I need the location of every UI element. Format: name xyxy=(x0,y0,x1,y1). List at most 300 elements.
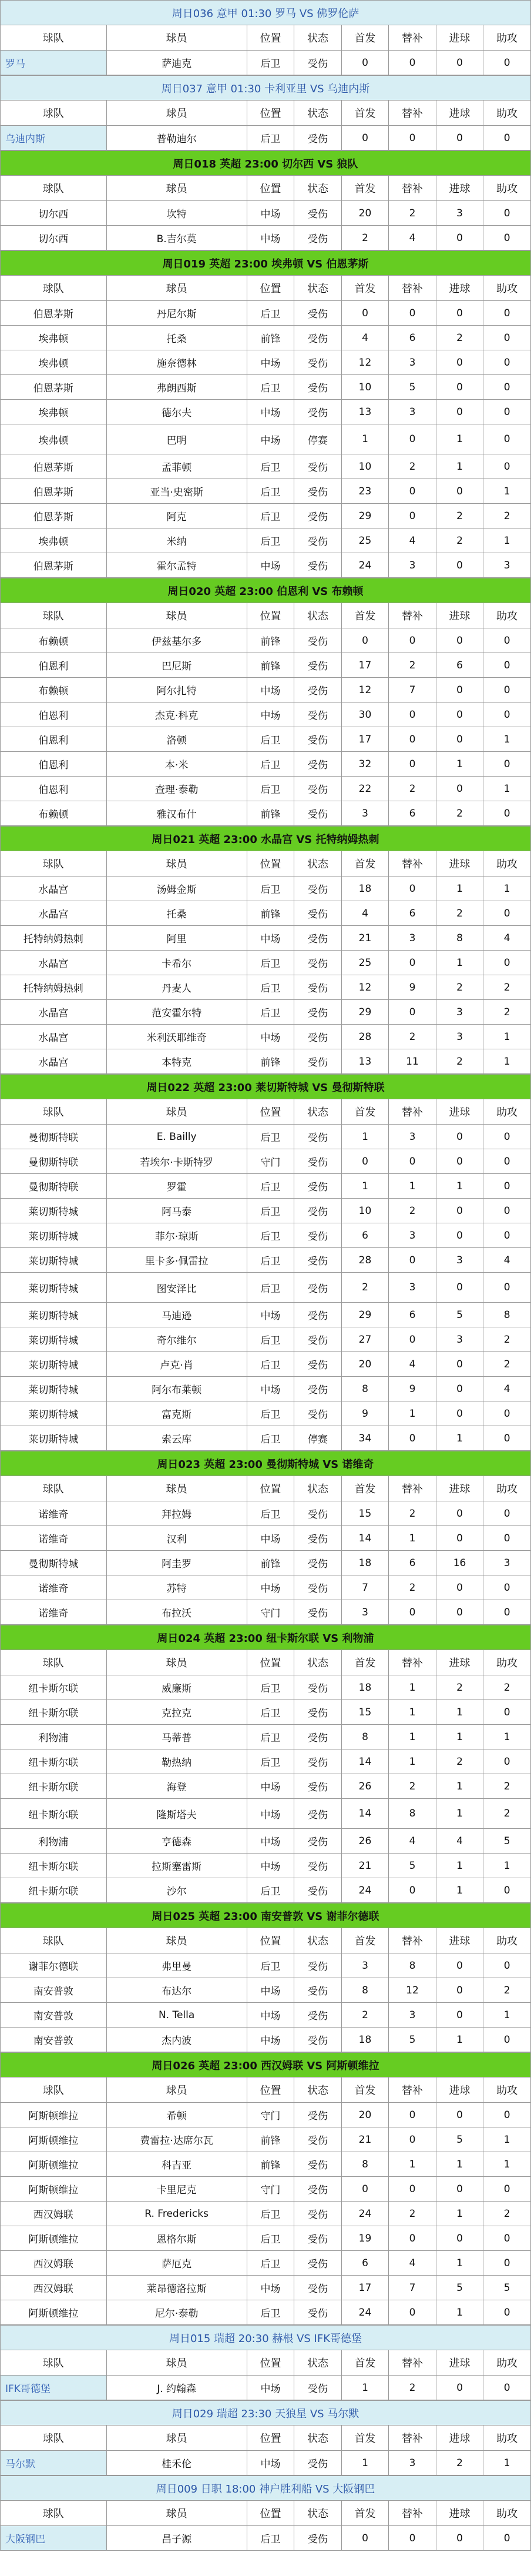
cell-position: 后卫 xyxy=(247,1426,294,1451)
cell-starts: 0 xyxy=(341,301,389,326)
cell-subs: 2 xyxy=(389,777,436,801)
cell-player: 富克斯 xyxy=(106,1401,247,1426)
cell-assists: 0 xyxy=(483,51,531,75)
column-header-status: 状态 xyxy=(294,276,342,301)
cell-position: 后卫 xyxy=(247,777,294,801)
cell-position: 中场 xyxy=(247,424,294,454)
cell-player: 科吉亚 xyxy=(106,2152,247,2177)
cell-status: 受伤 xyxy=(294,1352,342,1377)
cell-goals: 1 xyxy=(436,2202,483,2226)
cell-subs: 0 xyxy=(389,1149,436,1174)
cell-subs: 0 xyxy=(389,126,436,150)
column-header-goals: 进球 xyxy=(436,276,483,301)
cell-goals: 0 xyxy=(436,702,483,727)
cell-team: 罗马 xyxy=(1,51,107,75)
column-header-assists: 助攻 xyxy=(483,1650,531,1675)
cell-player: 萨迪克 xyxy=(106,51,247,75)
cell-player: 霍尔孟特 xyxy=(106,553,247,578)
cell-goals: 0 xyxy=(436,2177,483,2202)
cell-team: 埃弗顿 xyxy=(1,424,107,454)
column-header-subs: 替补 xyxy=(389,2501,436,2526)
cell-team: 莱切斯特城 xyxy=(1,1426,107,1451)
cell-goals: 2 xyxy=(436,975,483,1000)
cell-assists: 0 xyxy=(483,628,531,653)
column-header-team: 球队 xyxy=(1,276,107,301)
match-section xyxy=(0,1074,531,1451)
column-header-status: 状态 xyxy=(294,1928,342,1953)
cell-status: 受伤 xyxy=(294,1401,342,1426)
cell-player: 弗里曼 xyxy=(106,1953,247,1978)
cell-status: 受伤 xyxy=(294,1049,342,1074)
cell-assists: 1 xyxy=(483,528,531,553)
cell-subs: 4 xyxy=(389,2251,436,2276)
cell-goals: 0 xyxy=(436,1149,483,1174)
column-header-player: 球员 xyxy=(106,1476,247,1501)
cell-subs: 7 xyxy=(389,678,436,702)
cell-status: 受伤 xyxy=(294,752,342,777)
player-row xyxy=(1,1426,531,1451)
cell-status: 受伤 xyxy=(294,1025,342,1049)
cell-status: 受伤 xyxy=(294,1829,342,1854)
cell-position: 后卫 xyxy=(247,1223,294,1248)
cell-assists: 1 xyxy=(483,876,531,901)
cell-starts: 29 xyxy=(341,1000,389,1025)
player-row xyxy=(1,727,531,752)
cell-team: 伯恩利 xyxy=(1,752,107,777)
column-header-player: 球员 xyxy=(106,2426,247,2451)
cell-subs: 4 xyxy=(389,226,436,250)
column-header-goals: 进球 xyxy=(436,1650,483,1675)
cell-starts: 28 xyxy=(341,1025,389,1049)
cell-subs: 2 xyxy=(389,1501,436,1526)
cell-goals: 0 xyxy=(436,1223,483,1248)
cell-goals: 0 xyxy=(436,628,483,653)
cell-goals: 2 xyxy=(436,2451,483,2475)
cell-team: 利物浦 xyxy=(1,1725,107,1749)
cell-player: 勒热纳 xyxy=(106,1749,247,1774)
cell-assists: 2 xyxy=(483,1352,531,1377)
cell-player: 查理·泰勒 xyxy=(106,777,247,801)
match-title: 周日029 瑞超 23:30 天狼星 VS 马尔默 xyxy=(1,2401,531,2426)
cell-position: 后卫 xyxy=(247,1401,294,1426)
column-header-position: 位置 xyxy=(247,851,294,876)
cell-team: 水晶宫 xyxy=(1,1025,107,1049)
cell-starts: 17 xyxy=(341,727,389,752)
cell-goals: 2 xyxy=(436,528,483,553)
cell-assists: 0 xyxy=(483,1749,531,1774)
cell-assists: 0 xyxy=(483,2103,531,2127)
cell-position: 后卫 xyxy=(247,454,294,479)
match-section xyxy=(0,2400,531,2475)
cell-status: 受伤 xyxy=(294,1978,342,2003)
cell-starts: 15 xyxy=(341,1700,389,1725)
column-header-goals: 进球 xyxy=(436,2350,483,2376)
cell-position: 后卫 xyxy=(247,1953,294,1978)
player-row xyxy=(1,951,531,975)
cell-subs: 0 xyxy=(389,752,436,777)
cell-status: 受伤 xyxy=(294,201,342,226)
cell-status: 受伤 xyxy=(294,901,342,926)
column-header-goals: 进球 xyxy=(436,1476,483,1501)
cell-starts: 19 xyxy=(341,2226,389,2251)
cell-goals: 5 xyxy=(436,2276,483,2300)
column-header-assists: 助攻 xyxy=(483,2426,531,2451)
cell-goals: 0 xyxy=(436,375,483,400)
cell-starts: 29 xyxy=(341,1303,389,1327)
cell-player: 汉利 xyxy=(106,1526,247,1551)
column-header-assists: 助攻 xyxy=(483,1099,531,1125)
column-header-goals: 进球 xyxy=(436,1099,483,1125)
cell-team: 阿斯顿维拉 xyxy=(1,2152,107,2177)
player-row xyxy=(1,2251,531,2276)
cell-player: 米纳 xyxy=(106,528,247,553)
cell-assists: 0 xyxy=(483,1401,531,1426)
cell-player: 莱昂德洛拉斯 xyxy=(106,2276,247,2300)
cell-status: 受伤 xyxy=(294,2451,342,2475)
column-header-starts: 首发 xyxy=(341,603,389,628)
cell-position: 后卫 xyxy=(247,1749,294,1774)
player-row xyxy=(1,1675,531,1700)
cell-starts: 1 xyxy=(341,2376,389,2400)
cell-position: 后卫 xyxy=(247,1725,294,1749)
player-row xyxy=(1,528,531,553)
cell-starts: 18 xyxy=(341,1675,389,1700)
column-header-status: 状态 xyxy=(294,2501,342,2526)
cell-subs: 2 xyxy=(389,653,436,678)
cell-status: 受伤 xyxy=(294,1953,342,1978)
cell-player: 杰克·科克 xyxy=(106,702,247,727)
cell-team: 南安普敦 xyxy=(1,2003,107,2028)
cell-assists: 0 xyxy=(483,801,531,826)
cell-team: 阿斯顿维拉 xyxy=(1,2127,107,2152)
player-row xyxy=(1,2103,531,2127)
cell-subs: 0 xyxy=(389,1878,436,1903)
cell-subs: 3 xyxy=(389,1125,436,1149)
cell-goals: 0 xyxy=(436,2226,483,2251)
cell-starts: 7 xyxy=(341,1575,389,1600)
cell-position: 后卫 xyxy=(247,752,294,777)
cell-starts: 21 xyxy=(341,926,389,951)
cell-team: 西汉姆联 xyxy=(1,2202,107,2226)
cell-goals: 0 xyxy=(436,2003,483,2028)
cell-status: 受伤 xyxy=(294,727,342,752)
cell-goals: 5 xyxy=(436,1303,483,1327)
cell-team: 纽卡斯尔联 xyxy=(1,1878,107,1903)
column-header-status: 状态 xyxy=(294,851,342,876)
cell-player: 德尔夫 xyxy=(106,400,247,424)
cell-team: 西汉姆联 xyxy=(1,2251,107,2276)
cell-status: 受伤 xyxy=(294,400,342,424)
cell-position: 中场 xyxy=(247,1526,294,1551)
cell-team: 莱切斯特城 xyxy=(1,1327,107,1352)
cell-team: 水晶宫 xyxy=(1,1000,107,1025)
cell-status: 受伤 xyxy=(294,653,342,678)
cell-team: 诺维奇 xyxy=(1,1600,107,1625)
match-title: 周日019 英超 23:00 埃弗顿 VS 伯恩茅斯 xyxy=(1,251,531,276)
column-header-team: 球队 xyxy=(1,1099,107,1125)
cell-starts: 20 xyxy=(341,2103,389,2127)
cell-subs: 0 xyxy=(389,702,436,727)
cell-team: 阿斯顿维拉 xyxy=(1,2226,107,2251)
cell-starts: 8 xyxy=(341,2152,389,2177)
cell-subs: 1 xyxy=(389,1174,436,1199)
cell-subs: 2 xyxy=(389,1025,436,1049)
match-section xyxy=(0,250,531,578)
cell-subs: 0 xyxy=(389,1600,436,1625)
cell-position: 守门 xyxy=(247,1149,294,1174)
cell-position: 后卫 xyxy=(247,1174,294,1199)
column-header-team: 球队 xyxy=(1,101,107,126)
cell-subs: 0 xyxy=(389,1248,436,1273)
cell-player: 托桑 xyxy=(106,901,247,926)
cell-subs: 0 xyxy=(389,301,436,326)
cell-assists: 0 xyxy=(483,454,531,479)
cell-status: 受伤 xyxy=(294,553,342,578)
cell-subs: 0 xyxy=(389,2127,436,2152)
cell-position: 后卫 xyxy=(247,1199,294,1223)
cell-starts: 24 xyxy=(341,2300,389,2325)
cell-player: B.吉尔莫 xyxy=(106,226,247,250)
column-header-assists: 助攻 xyxy=(483,101,531,126)
player-row xyxy=(1,2376,531,2400)
column-header-position: 位置 xyxy=(247,276,294,301)
cell-starts: 12 xyxy=(341,350,389,375)
column-header-position: 位置 xyxy=(247,1650,294,1675)
player-row xyxy=(1,653,531,678)
player-row xyxy=(1,1273,531,1303)
cell-goals: 1 xyxy=(436,1878,483,1903)
cell-player: 亨德森 xyxy=(106,1829,247,1854)
cell-assists: 2 xyxy=(483,1000,531,1025)
cell-assists: 1 xyxy=(483,479,531,504)
cell-assists: 0 xyxy=(483,1273,531,1303)
cell-subs: 1 xyxy=(389,1526,436,1551)
cell-position: 中场 xyxy=(247,1025,294,1049)
cell-assists: 0 xyxy=(483,752,531,777)
column-header-team: 球队 xyxy=(1,1476,107,1501)
cell-player: 菲尔·琼斯 xyxy=(106,1223,247,1248)
column-header-starts: 首发 xyxy=(341,1928,389,1953)
cell-player: 坎特 xyxy=(106,201,247,226)
cell-assists: 0 xyxy=(483,2251,531,2276)
cell-team: 切尔西 xyxy=(1,201,107,226)
cell-subs: 0 xyxy=(389,727,436,752)
cell-position: 中场 xyxy=(247,1978,294,2003)
cell-assists: 0 xyxy=(483,1199,531,1223)
cell-status: 受伤 xyxy=(294,2103,342,2127)
cell-status: 受伤 xyxy=(294,2276,342,2300)
column-header-team: 球队 xyxy=(1,1928,107,1953)
cell-player: 威廉斯 xyxy=(106,1675,247,1700)
cell-assists: 0 xyxy=(483,2226,531,2251)
column-header-subs: 替补 xyxy=(389,1476,436,1501)
column-header-assists: 助攻 xyxy=(483,2077,531,2103)
column-header-team: 球队 xyxy=(1,2426,107,2451)
column-header-player: 球员 xyxy=(106,276,247,301)
cell-goals: 0 xyxy=(436,226,483,250)
cell-starts: 20 xyxy=(341,1352,389,1377)
cell-player: 卡里尼克 xyxy=(106,2177,247,2202)
column-header-starts: 首发 xyxy=(341,176,389,201)
player-row xyxy=(1,2177,531,2202)
cell-assists: 0 xyxy=(483,951,531,975)
cell-starts: 13 xyxy=(341,400,389,424)
cell-goals: 1 xyxy=(436,454,483,479)
cell-player: 桂禾伦 xyxy=(106,2451,247,2475)
player-row xyxy=(1,479,531,504)
cell-position: 后卫 xyxy=(247,2202,294,2226)
match-section xyxy=(0,0,531,75)
column-header-assists: 助攻 xyxy=(483,276,531,301)
cell-position: 前锋 xyxy=(247,901,294,926)
cell-position: 中场 xyxy=(247,1575,294,1600)
cell-assists: 2 xyxy=(483,1675,531,1700)
cell-status: 受伤 xyxy=(294,1377,342,1401)
column-header-starts: 首发 xyxy=(341,1099,389,1125)
cell-assists: 0 xyxy=(483,1878,531,1903)
match-title: 周日022 英超 23:00 莱切斯特城 VS 曼彻斯特联 xyxy=(1,1075,531,1099)
cell-position: 中场 xyxy=(247,1799,294,1829)
column-header-starts: 首发 xyxy=(341,1650,389,1675)
cell-team: 阿斯顿维拉 xyxy=(1,2103,107,2127)
column-header-player: 球员 xyxy=(106,1928,247,1953)
cell-status: 受伤 xyxy=(294,1854,342,1878)
column-header-goals: 进球 xyxy=(436,2501,483,2526)
cell-status: 受伤 xyxy=(294,2028,342,2052)
column-header-position: 位置 xyxy=(247,2501,294,2526)
cell-status: 受伤 xyxy=(294,479,342,504)
cell-team: 南安普敦 xyxy=(1,1978,107,2003)
cell-starts: 18 xyxy=(341,1551,389,1575)
cell-starts: 25 xyxy=(341,528,389,553)
column-header-player: 球员 xyxy=(106,176,247,201)
cell-goals: 0 xyxy=(436,1273,483,1303)
column-header-subs: 替补 xyxy=(389,1650,436,1675)
cell-subs: 2 xyxy=(389,2202,436,2226)
cell-player: 阿里 xyxy=(106,926,247,951)
cell-assists: 5 xyxy=(483,2276,531,2300)
cell-starts: 15 xyxy=(341,1501,389,1526)
column-header-position: 位置 xyxy=(247,603,294,628)
column-header-subs: 替补 xyxy=(389,101,436,126)
cell-assists: 0 xyxy=(483,1223,531,1248)
cell-team: 伯恩茅斯 xyxy=(1,504,107,528)
cell-player: 卢克·肖 xyxy=(106,1352,247,1377)
cell-position: 后卫 xyxy=(247,479,294,504)
cell-starts: 2 xyxy=(341,2003,389,2028)
cell-status: 受伤 xyxy=(294,1575,342,1600)
cell-assists: 0 xyxy=(483,126,531,150)
cell-position: 后卫 xyxy=(247,2226,294,2251)
cell-team: 伯恩利 xyxy=(1,702,107,727)
cell-team: 大阪钢巴 xyxy=(1,2526,107,2551)
cell-subs: 0 xyxy=(389,51,436,75)
cell-status: 受伤 xyxy=(294,1600,342,1625)
cell-starts: 0 xyxy=(341,1149,389,1174)
player-row xyxy=(1,1978,531,2003)
player-row xyxy=(1,1854,531,1878)
cell-assists: 0 xyxy=(483,1501,531,1526)
player-row xyxy=(1,553,531,578)
cell-goals: 1 xyxy=(436,2152,483,2177)
cell-assists: 0 xyxy=(483,375,531,400)
cell-subs: 5 xyxy=(389,1854,436,1878)
cell-position: 守门 xyxy=(247,1600,294,1625)
cell-assists: 0 xyxy=(483,350,531,375)
cell-goals: 3 xyxy=(436,1248,483,1273)
cell-position: 前锋 xyxy=(247,801,294,826)
match-title: 周日020 英超 23:00 伯恩利 VS 布赖顿 xyxy=(1,578,531,603)
cell-subs: 6 xyxy=(389,801,436,826)
cell-starts: 21 xyxy=(341,1854,389,1878)
cell-player: 昌子源 xyxy=(106,2526,247,2551)
cell-status: 受伤 xyxy=(294,1174,342,1199)
column-header-starts: 首发 xyxy=(341,276,389,301)
cell-status: 受伤 xyxy=(294,2376,342,2400)
cell-starts: 21 xyxy=(341,2127,389,2152)
column-header-goals: 进球 xyxy=(436,2426,483,2451)
player-row xyxy=(1,1829,531,1854)
cell-goals: 1 xyxy=(436,1700,483,1725)
cell-team: 埃弗顿 xyxy=(1,400,107,424)
cell-starts: 8 xyxy=(341,1725,389,1749)
cell-starts: 32 xyxy=(341,752,389,777)
player-row xyxy=(1,628,531,653)
cell-team: 莱切斯特城 xyxy=(1,1303,107,1327)
cell-position: 后卫 xyxy=(247,2300,294,2325)
player-row xyxy=(1,1248,531,1273)
cell-player: 卡希尔 xyxy=(106,951,247,975)
cell-status: 受伤 xyxy=(294,350,342,375)
cell-player: 雅汉布什 xyxy=(106,801,247,826)
cell-player: 阿尔布莱顿 xyxy=(106,1377,247,1401)
cell-team: 埃弗顿 xyxy=(1,326,107,350)
cell-team: 伯恩茅斯 xyxy=(1,301,107,326)
cell-player: 图安泽比 xyxy=(106,1273,247,1303)
player-row xyxy=(1,1575,531,1600)
cell-assists: 0 xyxy=(483,2300,531,2325)
cell-subs: 2 xyxy=(389,1774,436,1799)
cell-player: 恩格尔斯 xyxy=(106,2226,247,2251)
cell-starts: 10 xyxy=(341,1199,389,1223)
player-row xyxy=(1,2127,531,2152)
match-title: 周日009 日职 18:00 神户胜利船 VS 大阪钢巴 xyxy=(1,2476,531,2501)
cell-status: 受伤 xyxy=(294,876,342,901)
column-header-subs: 替补 xyxy=(389,176,436,201)
player-row xyxy=(1,1303,531,1327)
cell-player: 洛顿 xyxy=(106,727,247,752)
cell-player: 若埃尔·卡斯特罗 xyxy=(106,1149,247,1174)
player-row xyxy=(1,1000,531,1025)
cell-position: 后卫 xyxy=(247,51,294,75)
column-header-goals: 进球 xyxy=(436,176,483,201)
cell-assists: 2 xyxy=(483,504,531,528)
cell-assists: 1 xyxy=(483,777,531,801)
cell-goals: 2 xyxy=(436,1675,483,1700)
cell-starts: 10 xyxy=(341,375,389,400)
column-header-starts: 首发 xyxy=(341,1476,389,1501)
cell-player: 马迪逊 xyxy=(106,1303,247,1327)
column-header-subs: 替补 xyxy=(389,1099,436,1125)
cell-assists: 1 xyxy=(483,1725,531,1749)
cell-position: 中场 xyxy=(247,702,294,727)
column-header-player: 球员 xyxy=(106,1099,247,1125)
cell-position: 中场 xyxy=(247,2028,294,2052)
cell-position: 后卫 xyxy=(247,1878,294,1903)
match-section xyxy=(0,150,531,250)
cell-assists: 0 xyxy=(483,1149,531,1174)
cell-starts: 24 xyxy=(341,2202,389,2226)
